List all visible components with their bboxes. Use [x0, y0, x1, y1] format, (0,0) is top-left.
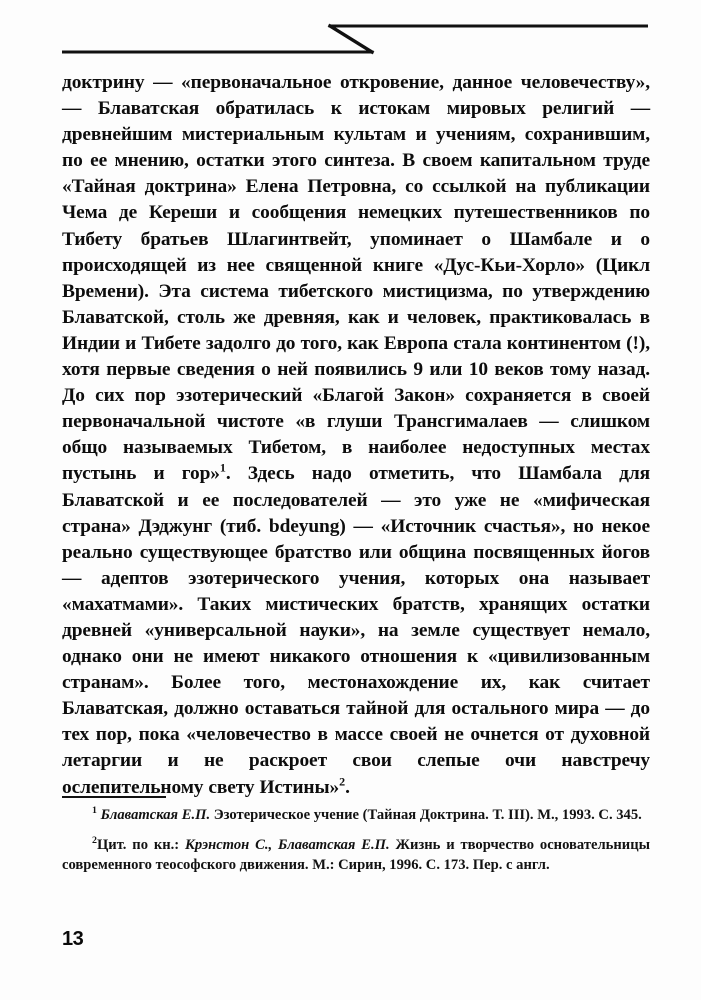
body-text-part-3: ) — «Источник счастья», но некое реально существующее братство или община посвященных йогов — адептов эзотерического учения, которых она называет «махатмами». Таких мистических братств, хранящих остатки древней «универсальной науки», на земле существует немало, однако они не имеют никакого отношения к «цивилизованным странам». Более того, местонахождение их, как считает Блаватская, должно оставаться тайной для остального мира — до тех пор, пока «человечество в массе своей не очнется от духовной летаргии и не раскроет свои слепые очи навстречу ослепительному свету Истины» [62, 515, 650, 798]
body-paragraph [62, 70, 650, 801]
footnote-text-1: Эзотерическое учение (Тайная Доктрина. Т. III). М., 1993. С. 345. [210, 807, 642, 823]
footnote-author-2: Крэнстон С., Блаватская Е.П. [185, 837, 390, 854]
footnote-item [62, 806, 650, 825]
body-text-part-2: . Здесь надо отметить, что Шамбала для Блаватской и ее последователей — это уже не «мифическая страна» Дэджунг (тиб. [62, 463, 650, 537]
footnote-item [62, 836, 650, 875]
body-text-part-1: доктрину — «первоначальное откровение, данное человечеству», — Блаватская обратилась к истокам мировых религий — древнейшим мистериальным культам и учениям, сохранившим, по ее мнению, остатки этого синтеза. В своем капитальном труде «Тайная доктрина» Елена Петровна, со ссылкой на публикации Чема де Кереши и сообщения немецких путешественников по Тибету братьев Шлагинтвейт, упоминает о Шамбале и о происходящей из нее священной книге «Дус-Кьи-Хорло» (Цикл Времени). Эта система тибетского мистицизма, по утверждению Блаватской, столь же древняя, как и человек, практиковалась в Индии и Тибете задолго до того, как Европа стала континентом (!), хотя первые сведения о ней появились 9 или 10 веков тому назад. До сих пор эзотерический «Благой Закон» сохраняется в своей первоначальной чистоте «в глуши Трансгималаев — слишком общо называемых Тибетом, в наиболее недоступных местах пустынь и гор» [62, 72, 650, 485]
footnote-marker-2[interactable]: 2 [339, 774, 346, 789]
body-text-part-4: . [345, 776, 350, 798]
footnote-marker-1[interactable]: 1 [219, 460, 226, 475]
footnote-text-2: Жизнь и творчество основательницы современного теософского движения. М.: Сирин, 1996. С. 173. Пер. с англ. [62, 837, 650, 873]
footnote-number-2: 2 [92, 835, 97, 847]
main-text-block [62, 70, 650, 801]
footnote-number-1: 1 [92, 805, 97, 817]
footnote-author-1: Блаватская Е.П. [100, 807, 211, 823]
header-ornament-zigzag [62, 18, 648, 62]
tibetan-transliteration: bdeyung [268, 515, 340, 537]
footnotes-block [62, 806, 650, 875]
footnote-separator-rule [62, 796, 166, 798]
page-number: 13 [62, 928, 84, 950]
footnote-prefix-2: Цит. по кн.: [96, 837, 186, 854]
